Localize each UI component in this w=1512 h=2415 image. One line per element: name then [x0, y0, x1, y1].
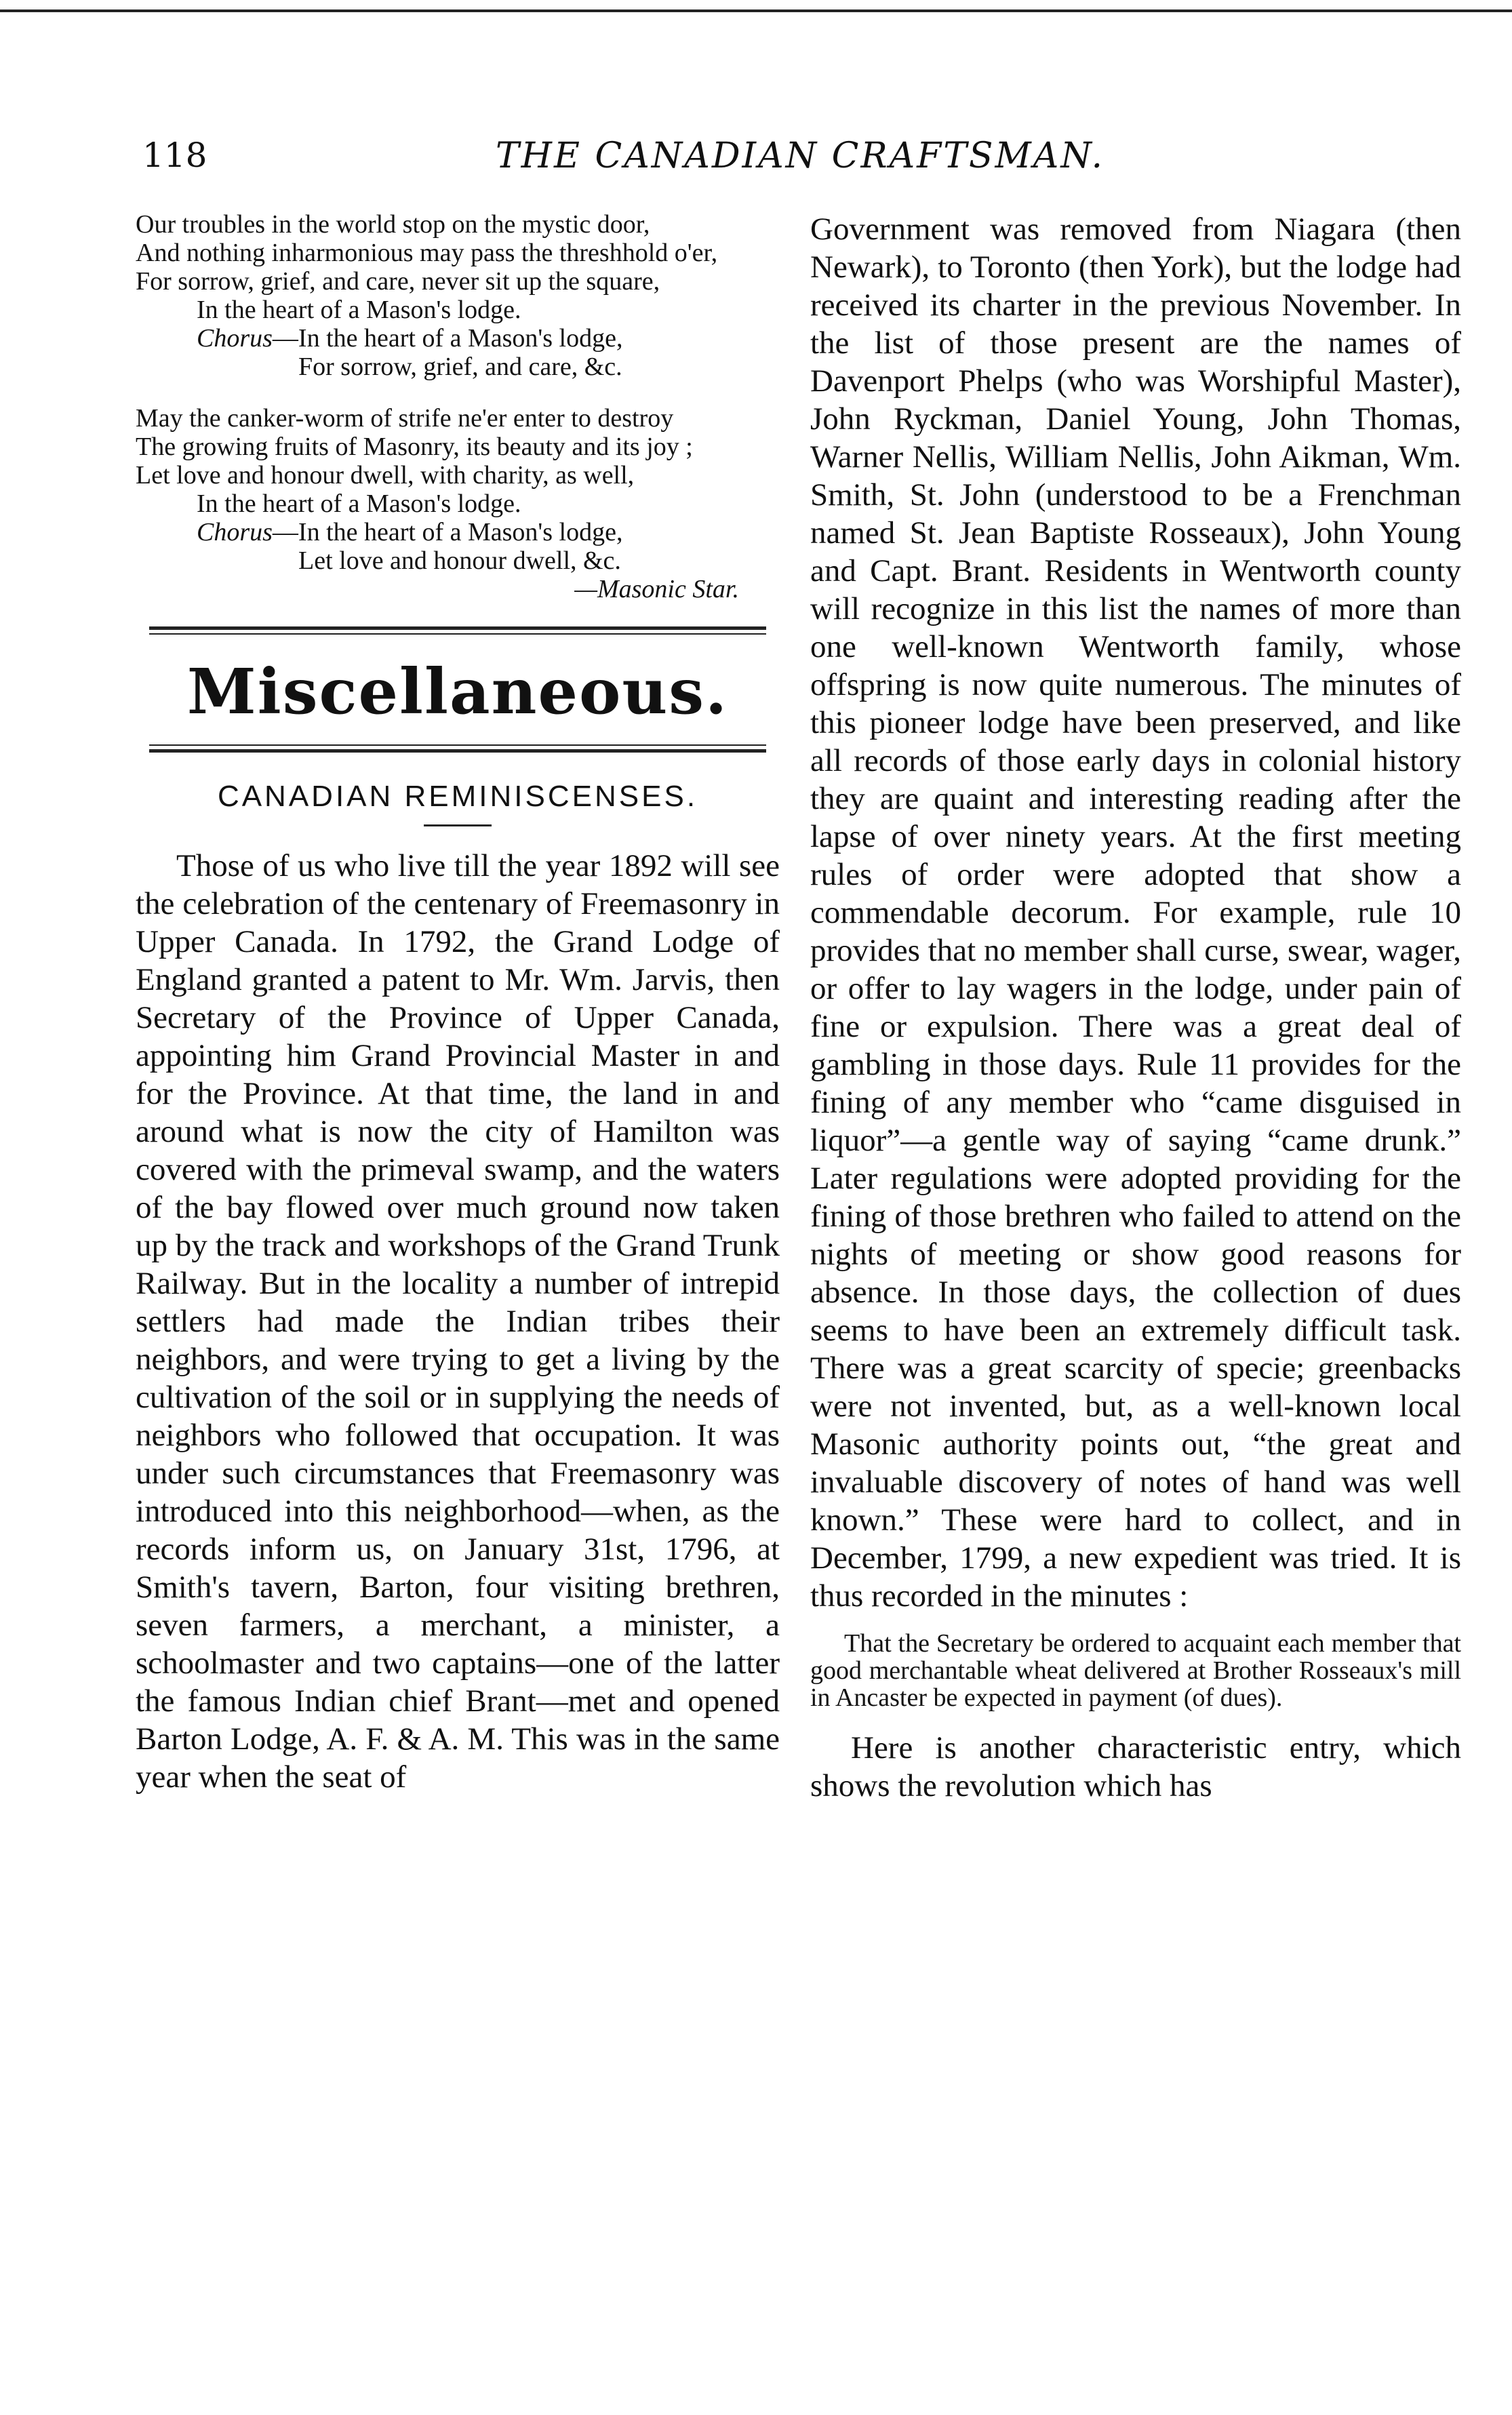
poem-line: Let love and honour dwell, with charity, as well,	[136, 461, 635, 490]
poem-chorus-end: For sorrow, grief, and care, &c.	[298, 353, 622, 381]
poem-chorus-end: Let love and honour dwell, &c.	[298, 546, 621, 575]
article-paragraph: Those of us who live till the year 1892 will see the celebration of the centenary of Freemasonry in Upper Canada. In 1792, the Grand Lodge of England granted a patent to Mr. Wm. Jarvis, then Secretary of the Province of Upper Canada, appointing him Grand Provincial Master in and for the Province. At that time, the land in and around what is now the city of Hamilton was covered with the primeval swamp, and the waters of the bay flowed over much ground now taken up by the track and workshops of the Grand Trunk Railway. But in the locality a number of intrepid settlers had made the Indian tribes their neighbors, and were trying to get a living by the cultivation of the soil or in supplying the needs of neighbors who followed that occupation. It was under such circumstances that Freemasonry was introduced into this neighborhood—when, as the records inform us, on January 31st, 1796, at Smith's tavern, Barton, four visiting brethren, seven farmers, a merchant, a minister, a schoolmaster and two captains—one of the latter the famous Indian chief Brant—met and opened Barton Lodge, A. F. & A. M. This was in the same year when the seat of	[136, 848, 780, 1795]
poem-line: The growing fruits of Masonry, its beauty and its joy ;	[136, 433, 693, 461]
chorus-label: Chorus	[197, 518, 273, 546]
section-divider-bottom	[149, 744, 766, 753]
poem-credit: —Masonic Star.	[574, 575, 739, 603]
page-number: 118	[142, 136, 207, 175]
chorus-label: Chorus	[197, 324, 273, 353]
poem-line: May the canker-worm of strife ne'er enter to destroy	[136, 404, 674, 433]
poem-line: For sorrow, grief, and care, never sit up the square,	[136, 267, 660, 296]
article-paragraph: Here is another characteristic entry, which shows the revolution which has	[810, 1730, 1461, 1803]
running-title: THE CANADIAN CRAFTSMAN.	[495, 136, 1105, 176]
section-title: Miscellaneous.	[186, 655, 729, 728]
chorus-text: —In the heart of a Mason's lodge,	[272, 518, 623, 546]
minutes-quote: That the Secretary be ordered to acquaint each member that good merchantable wheat delivered at Brother Rosseaux's mill in Ancaster be expected in payment (of dues).	[810, 1629, 1461, 1712]
section-divider-top	[149, 626, 766, 635]
chorus-text: —In the heart of a Mason's lodge,	[272, 324, 623, 353]
right-column	[810, 210, 1461, 1805]
poem-stanza-1	[136, 210, 780, 381]
poem-stanza-2	[136, 404, 780, 603]
page-header	[136, 136, 1465, 190]
top-rule	[0, 9, 1512, 12]
poem	[136, 210, 780, 603]
article-paragraph-continued: Government was removed from Niagara (then Newark), to Toronto (then York), but the lodge had received its charter in the previous November. In the list of those present are the names of Davenport Phelps (who was Worshipful Master), John Ryckman, Daniel Young, John Thomas, Warner Nellis, William Nellis, John Aikman, Wm. Smith, St. John (understood to be a Frenchman named St. Jean Baptiste Rosseaux), John Young and Capt. Brant. Residents in Wentworth county will recognize in this list the names of more than one well-known Wentworth family, whose offspring is now quite numerous. The minutes of this pioneer lodge have been preserved, and like all records of those early days in colonial history they are quaint and interesting reading after the lapse of over ninety years. At the first meeting rules of order were adopted that show a commendable decorum. For example, rule 10 provides that no member shall curse, swear, wager, or offer to lay wagers in the lodge, under pain of fine or expulsion. There was a great deal of gambling in those days. Rule 11 provides for the fining of any member who “came disguised in liquor”—a gentle way of saying “came drunk.” Later regulations were adopted providing for the fining of those brethren who failed to attend on the nights of meeting or show good reasons for absence. In those days, the collection of dues seems to have been an extremely difficult task. There was a great scarcity of specie; greenbacks were not invented, but, as a well-known local Masonic authority points out, “the great and invaluable discovery of notes of hand was well known.” These were hard to collect, and in December, 1799, a new expedient was tried. It is thus recorded in the minutes :	[810, 212, 1461, 1614]
poem-chorus	[136, 324, 780, 353]
poem-line: And nothing inharmonious may pass the threshhold o'er,	[136, 239, 718, 267]
poem-line: In the heart of a Mason's lodge.	[197, 490, 521, 518]
left-column	[136, 210, 780, 1796]
article-title: CANADIAN REMINISCENSES.	[217, 780, 698, 813]
title-rule	[424, 824, 492, 826]
poem-line: Our troubles in the world stop on the mystic door,	[136, 210, 650, 239]
poem-line: In the heart of a Mason's lodge.	[197, 296, 521, 324]
poem-chorus	[136, 518, 780, 546]
